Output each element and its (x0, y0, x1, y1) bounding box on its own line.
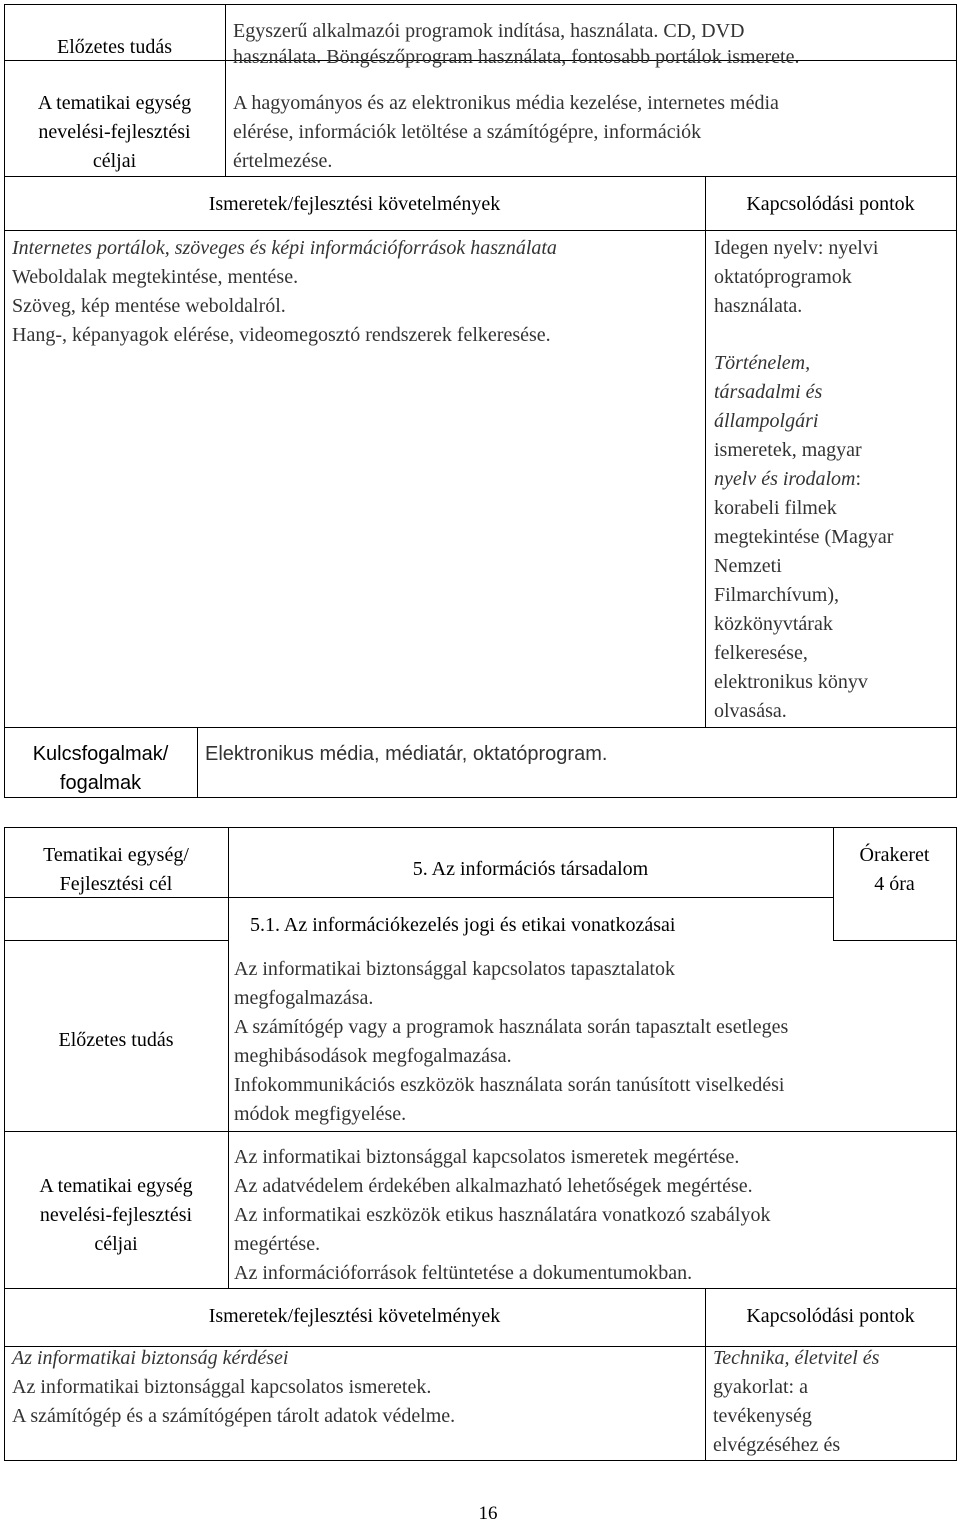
t2-connection-line-2: tevékenység (713, 1405, 812, 1427)
t1-connection-2-rest-2: megtekintése (Magyar (714, 526, 894, 548)
t1-prior-knowledge-label: Előzetes tudás (57, 36, 172, 58)
t2-header-connections: Kapcsolódási pontok (746, 1305, 915, 1327)
t1-connection-2-italic-2: társadalmi és (714, 381, 823, 403)
t1-goals-line-2: elérése, információk letöltése a számítógépre, információk (233, 121, 702, 143)
t1-goals-line-1: A hagyományos és az elektronikus média kezelése, internetes média (233, 92, 779, 114)
t2-prior-knowledge-label: Előzetes tudás (58, 1029, 174, 1051)
t1-connection-2-italic-4: nyelv és irodalom (714, 468, 856, 490)
t2-prior-knowledge-line-5: Infokommunikációs eszközök használata során tanúsított viselkedési (234, 1074, 785, 1096)
t1-connection-2-italic-1: Történelem, (714, 352, 811, 374)
t2-unit-label-1: Tematikai egység/ (43, 844, 189, 866)
t2-prior-knowledge-line-4: meghibásodások megfogalmazása. (234, 1045, 512, 1067)
t1-connection-1-line-2: oktatóprogramok (714, 266, 852, 288)
t2-connection-italic: Technika, életvitel és (713, 1347, 880, 1369)
t2-goals-line-2: Az adatvédelem érdekében alkalmazható lehetőségek megértése. (234, 1175, 753, 1197)
t1-connection-2-colon: : (855, 468, 862, 490)
t1-keywords-label-2: fogalmak (59, 772, 142, 794)
t1-connection-2-plain-1: ismeretek, magyar (714, 439, 862, 461)
t2-subtitle: 5.1. Az információkezelés jogi és etikai vonatkozásai (250, 914, 676, 936)
t1-connection-2-rest-1: korabeli filmek (714, 497, 837, 519)
t2-prior-knowledge-line-1: Az informatikai biztonsággal kapcsolatos tapasztalatok (234, 958, 675, 980)
t2-header-requirements: Ismeretek/fejlesztési követelmények (208, 1305, 501, 1327)
t1-header-connections: Kapcsolódási pontok (746, 193, 915, 215)
t1-connection-2-rest-4: Filmarchívum), (714, 584, 839, 606)
t1-connection-2-rest-5: közkönyvtárak (714, 613, 833, 635)
t2-connection-line-1: gyakorlat: a (713, 1376, 808, 1398)
t2-connection-line-3: elvégzéséhez és (713, 1434, 841, 1456)
t1-prior-knowledge-line-2: használata. Böngészőprogram használata, fontosabb portálok ismerete. (233, 46, 800, 68)
t2-goals-line-3: Az informatikai eszközök etikus használatára vonatkozó szabályok (234, 1204, 771, 1226)
t1-connection-2-rest-6: felkeresése, (714, 642, 808, 664)
t2-goals-line-1: Az informatikai biztonsággal kapcsolatos ismeretek megértése. (234, 1146, 740, 1168)
t1-prior-knowledge-line-1: Egyszerű alkalmazói programok indítása, használata. CD, DVD (233, 20, 745, 42)
page-number: 16 (478, 1503, 498, 1524)
t1-goals-line-3: értelmezése. (233, 150, 333, 172)
t1-connection-2-italic-3: állampolgári (714, 410, 819, 432)
t1-goals-label-1: A tematikai egység (37, 92, 192, 114)
t2-prior-knowledge-line-3: A számítógép vagy a programok használata során tapasztalt esetleges (234, 1016, 789, 1038)
t2-hours-label: Órakeret (859, 844, 930, 866)
t2-requirement-2: A számítógép és a számítógépen tárolt adatok védelme. (12, 1405, 456, 1427)
t1-keywords-text: Elektronikus média, médiatár, oktatóprogram. (205, 743, 608, 765)
t1-connection-2-rest-8: olvasása. (714, 700, 787, 722)
t2-goals-line-4: megértése. (234, 1233, 321, 1255)
t2-goals-label-1: A tematikai egység (39, 1175, 193, 1197)
t1-connection-2-mixed (714, 465, 861, 494)
t1-goals-label-3: céljai (92, 150, 137, 172)
t2-unit-title: 5. Az információs társadalom (412, 858, 649, 880)
t1-connection-2-rest-7: elektronikus könyv (714, 671, 868, 693)
t2-requirement-1: Az informatikai biztonsággal kapcsolatos ismeretek. (12, 1376, 432, 1398)
t2-prior-knowledge-line-6: módok megfigyelése. (234, 1103, 407, 1125)
t1-header-requirements: Ismeretek/fejlesztési követelmények (208, 193, 501, 215)
t1-requirement-2: Szöveg, kép mentése weboldalról. (12, 295, 286, 317)
t1-connection-1-line-3: használata. (714, 295, 803, 317)
t1-keywords-label-1: Kulcsfogalmak/ (32, 743, 169, 765)
t2-goals-line-5: Az információforrások feltüntetése a dokumentumokban. (234, 1262, 693, 1284)
t2-hours-value: 4 óra (874, 873, 915, 895)
t2-goals-label-3: céljai (94, 1233, 138, 1255)
t1-requirements-title: Internetes portálok, szöveges és képi információforrások használata (12, 237, 557, 259)
t2-prior-knowledge-line-2: megfogalmazása. (234, 987, 374, 1009)
t1-connection-2-rest-3: Nemzeti (714, 555, 782, 577)
t1-goals-label-2: nevelési-fejlesztési (38, 121, 191, 143)
t2-goals-label-2: nevelési-fejlesztési (39, 1204, 193, 1226)
t2-requirements-title: Az informatikai biztonság kérdései (12, 1347, 289, 1369)
t1-requirement-3: Hang-, képanyagok elérése, videomegosztó rendszerek felkeresése. (12, 324, 551, 346)
t1-connection-1-line-1: Idegen nyelv: nyelvi (714, 237, 879, 259)
t2-unit-label-2: Fejlesztési cél (59, 873, 173, 895)
t1-requirement-1: Weboldalak megtekintése, mentése. (12, 266, 299, 288)
